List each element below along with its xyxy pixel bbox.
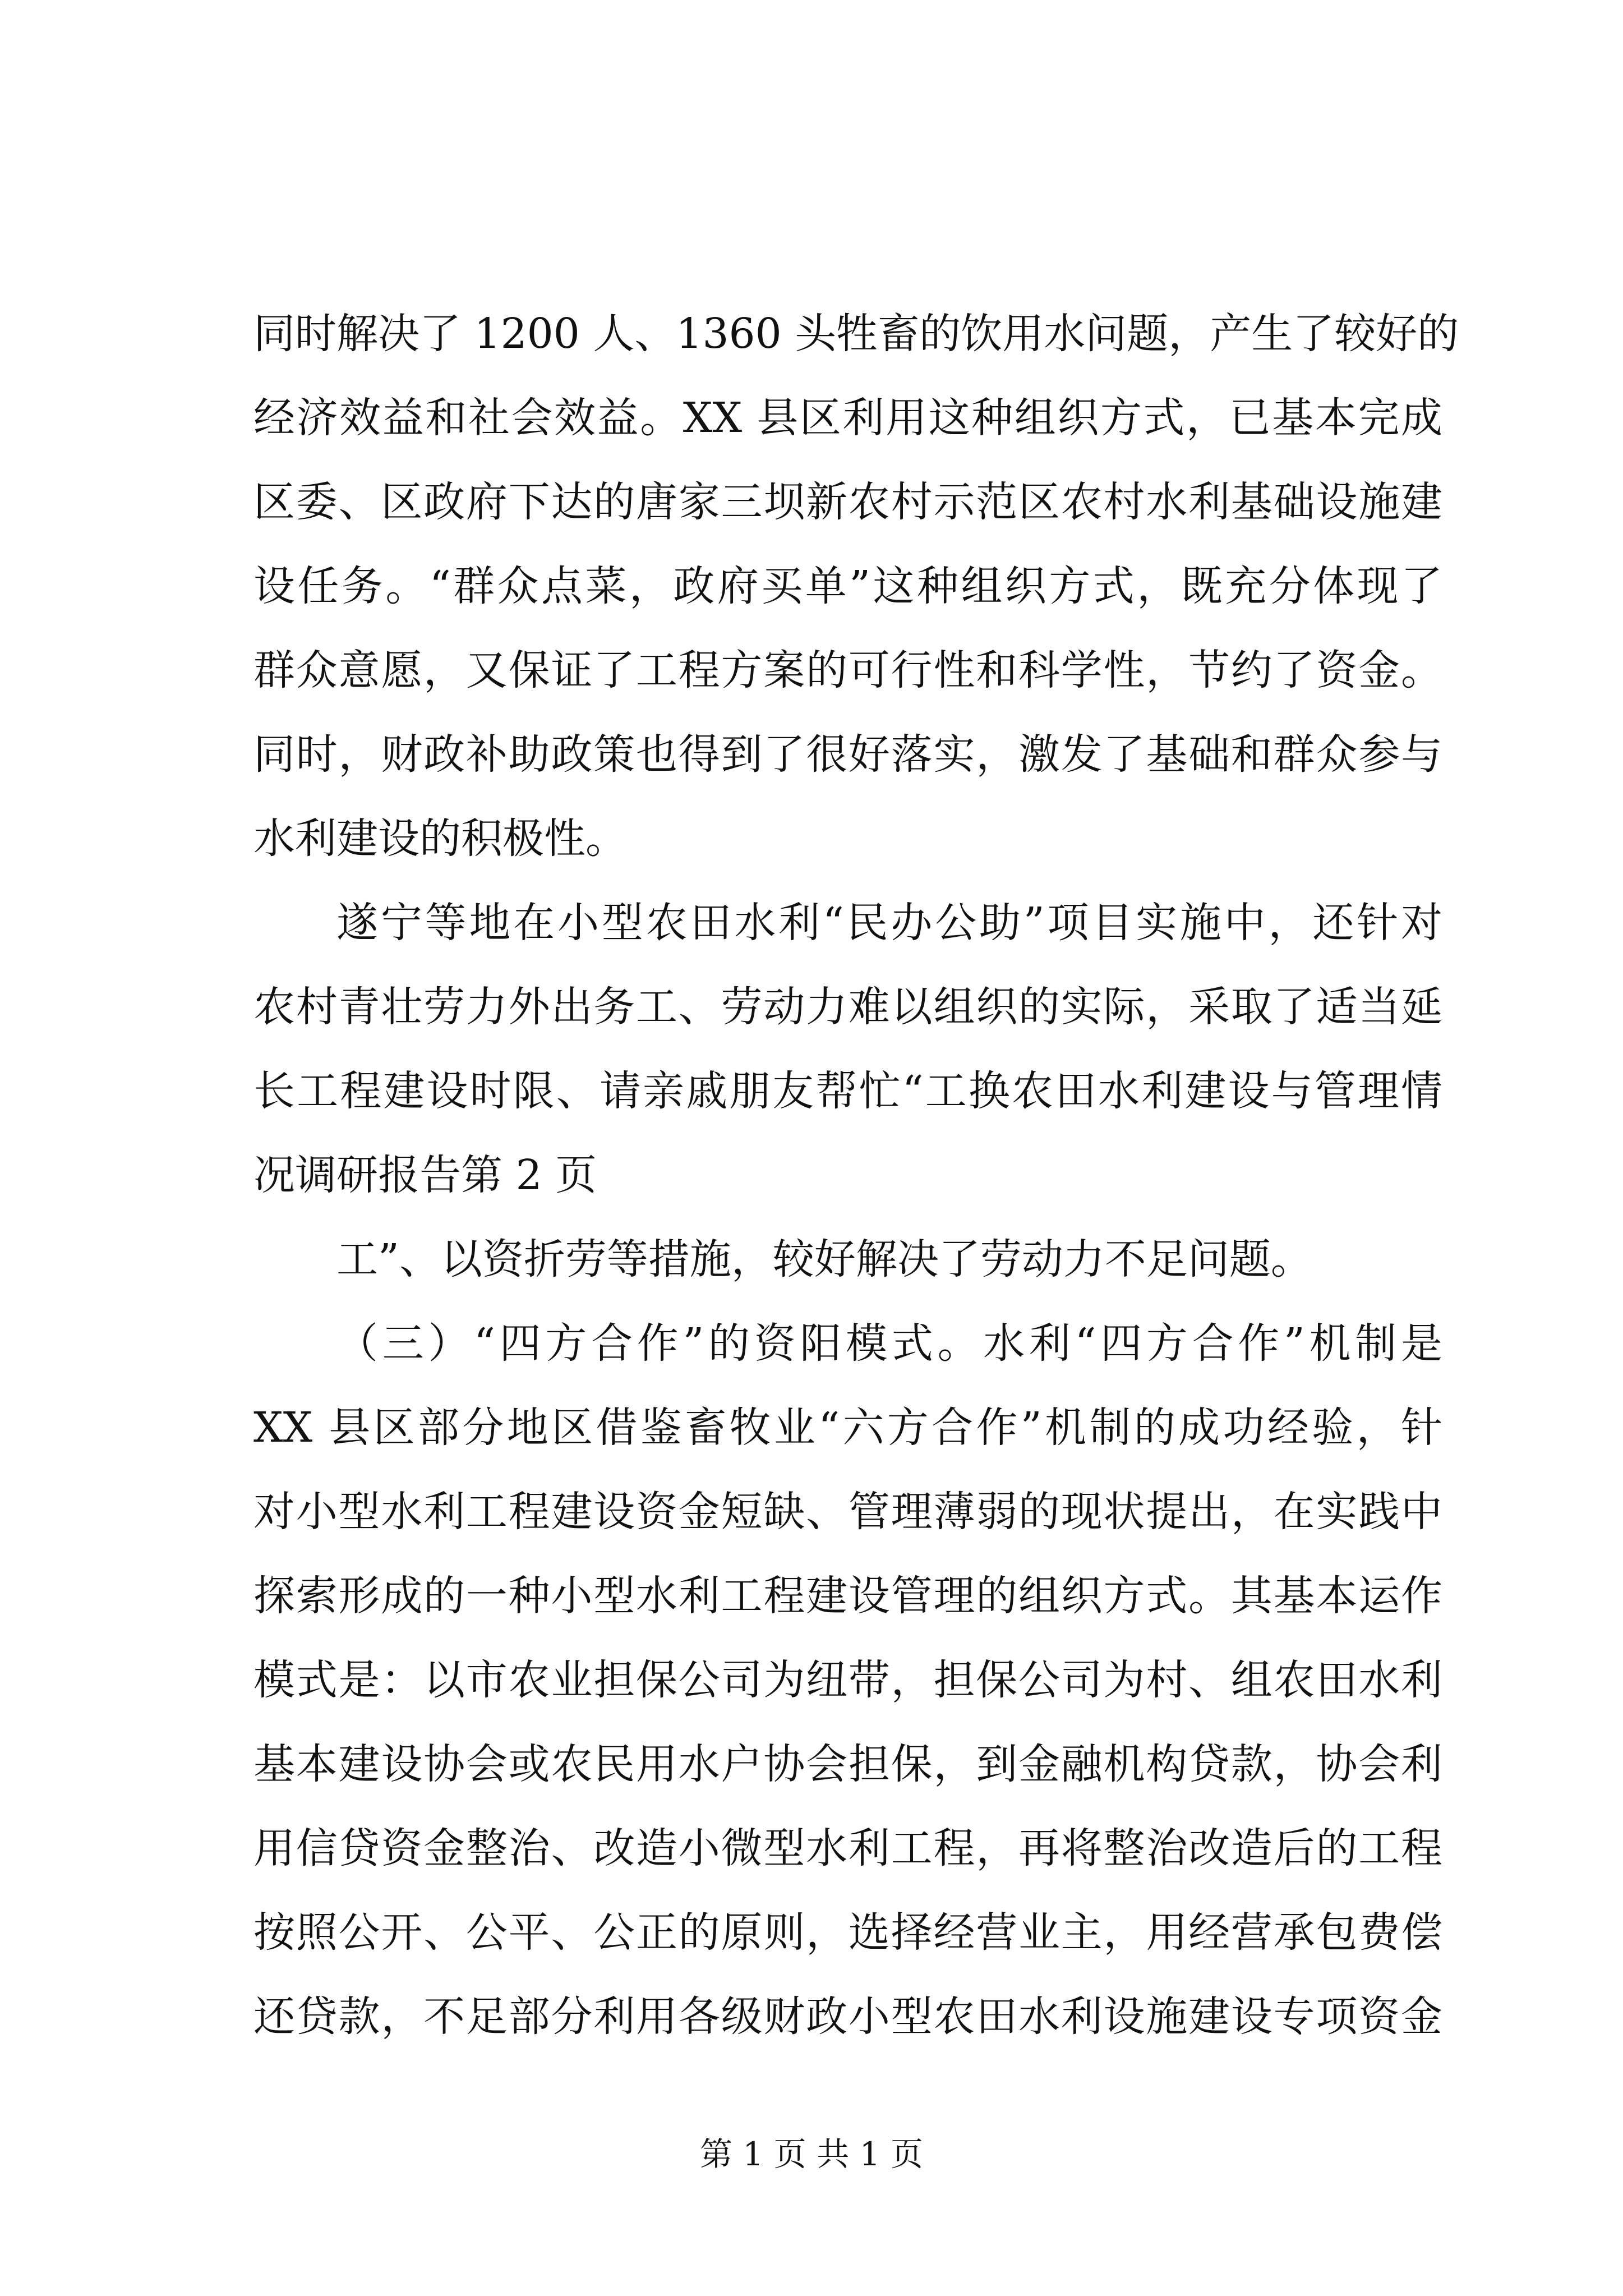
text-line: 基本建设协会或农民用水户协会担保，到金融机构贷款，协会利 (253, 1740, 1442, 1788)
text-line: （三）“四方合作”的资阳模式。水利“四方合作”机制是 (336, 1319, 1442, 1368)
text-line: 况调研报告第 2 页 (253, 1151, 597, 1199)
text-line: 还贷款，不足部分利用各级财政小型农田水利设施建设专项资金 (253, 1993, 1442, 2041)
text-line: 工”、以资折劳等措施，较好解决了劳动力不足问题。 (336, 1235, 1312, 1283)
text-line: 经济效益和社会效益。XX 县区利用这种组织方式，已基本完成 (253, 394, 1442, 442)
page-footer: 第 1 页 共 1 页 (700, 2135, 923, 2173)
text-line: XX 县区部分地区借鉴畜牧业“六方合作”机制的成功经验，针 (253, 1404, 1442, 1452)
text-line: 同时，财政补助政策也得到了很好落实，激发了基础和群众参与 (253, 730, 1442, 779)
text-line: 用信贷资金整治、改造小微型水利工程，再将整治改造后的工程 (253, 1824, 1442, 1872)
text-line: 同时解决了 1200 人、1360 头牲畜的饮用水问题，产生了较好的 (253, 310, 1459, 358)
text-line: 按照公开、公平、公正的原则，选择经营业主，用经营承包费偿 (253, 1908, 1442, 1957)
body-text (253, 292, 1459, 2059)
text-line: 设任务。“群众点菜，政府买单”这种组织方式，既充分体现了 (253, 562, 1442, 610)
text-line: 遂宁等地在小型农田水利“民办公助”项目实施中，还针对 (336, 899, 1442, 947)
text-line: 对小型水利工程建设资金短缺、管理薄弱的现状提出，在实践中 (253, 1488, 1442, 1536)
text-line: 区委、区政府下达的唐家三坝新农村示范区农村水利基础设施建 (253, 478, 1442, 526)
text-line: 长工程建设时限、请亲戚朋友帮忙“工换农田水利建设与管理情 (253, 1067, 1442, 1115)
text-line: 模式是：以市农业担保公司为纽带，担保公司为村、组农田水利 (253, 1656, 1442, 1704)
text-line: 水利建设的积极性。 (253, 815, 627, 863)
text-line: 群众意愿，又保证了工程方案的可行性和科学性，节约了资金。 (253, 646, 1442, 694)
text-line: 农村青壮劳力外出务工、劳动力难以组织的实际，采取了适当延 (253, 983, 1442, 1031)
text-line: 探索形成的一种小型水利工程建设管理的组织方式。其基本运作 (253, 1572, 1442, 1620)
